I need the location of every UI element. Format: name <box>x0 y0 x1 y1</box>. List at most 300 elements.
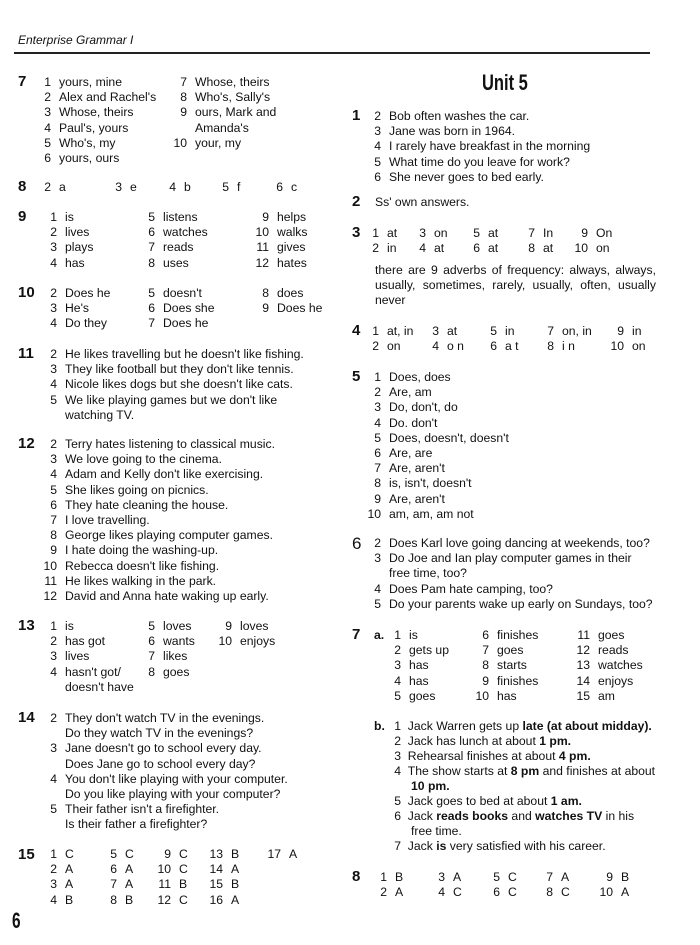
item-number: 2 <box>374 536 381 550</box>
list-item <box>463 241 498 256</box>
item-number: 3 <box>394 749 401 763</box>
list-item <box>362 370 451 385</box>
item-text: C <box>125 847 134 861</box>
item-number: 11 <box>158 877 171 892</box>
list-item <box>34 498 228 513</box>
list-item <box>34 408 134 423</box>
item-text: in his <box>602 809 635 823</box>
list-item <box>132 256 189 271</box>
item-text: at <box>488 241 499 255</box>
item-number: 4 <box>419 241 426 255</box>
item-number: 1 <box>50 847 57 861</box>
item-number: 7 <box>528 226 535 240</box>
list-item <box>362 226 397 241</box>
item-number: 2 <box>374 385 381 400</box>
list-item <box>34 680 134 695</box>
list-item <box>246 256 307 271</box>
list-item <box>422 339 464 354</box>
list-item <box>170 75 270 90</box>
list-item <box>384 658 429 673</box>
item-text: lives <box>65 225 90 240</box>
item-number: 2 <box>50 711 57 725</box>
list-item <box>34 105 134 120</box>
item-text: A <box>289 847 298 861</box>
item-number: 8 <box>262 286 269 300</box>
exercise-number: 6 <box>352 534 362 553</box>
item-text: free time. <box>411 824 462 838</box>
list-item <box>94 877 133 892</box>
item-text: doesn't <box>163 286 202 300</box>
item-text: I rarely have breakfast in the morning <box>389 139 591 154</box>
item-number: 9 <box>164 847 171 861</box>
item-number: 7 <box>110 877 117 892</box>
list-item <box>200 862 239 877</box>
list-item <box>246 286 303 301</box>
item-number: 8 <box>546 885 553 899</box>
list-item <box>536 870 569 885</box>
item-text: Jack <box>407 809 437 823</box>
list-item <box>428 870 461 885</box>
item-bold-text: 1 pm. <box>539 734 572 748</box>
item-text: Does, does <box>389 370 451 384</box>
item-text: Nicole likes dogs but she doesn't like cats. <box>65 377 293 392</box>
item-text: He likes travelling but he doesn't like fishing. <box>65 347 304 361</box>
item-text: i n <box>562 339 575 353</box>
item-text: She likes going on picnics. <box>65 482 209 497</box>
item-text: B <box>65 892 74 907</box>
list-item <box>596 885 629 900</box>
item-text: in <box>632 324 642 338</box>
item-number: 6 <box>110 862 117 877</box>
list-item <box>34 256 85 271</box>
item-text: Their father isn't a firefighter. <box>65 802 220 817</box>
list-item <box>132 649 187 664</box>
item-text: b <box>184 180 191 194</box>
list-item <box>384 734 571 749</box>
list-item <box>472 643 523 658</box>
item-text: ours, Mark and <box>195 105 277 120</box>
item-text: goes <box>409 688 436 703</box>
item-number: 5 <box>374 430 381 445</box>
item-text: at <box>543 241 554 255</box>
item-text: B <box>395 870 404 884</box>
item-text: A <box>231 862 240 877</box>
item-text: loves <box>163 619 192 633</box>
list-item <box>170 121 249 136</box>
item-number: 5 <box>50 482 57 497</box>
item-text: Does he <box>163 316 209 331</box>
exercise-number: 5 <box>352 368 361 385</box>
item-number: 5 <box>110 847 117 861</box>
item-number: 4 <box>50 892 57 907</box>
item-number: 7 <box>148 316 155 331</box>
list-item <box>384 794 582 809</box>
item-text: f <box>237 180 241 194</box>
item-text: enjoys <box>598 673 634 688</box>
item-number: 10 <box>599 885 613 899</box>
exercise-number: 7 <box>18 73 27 90</box>
list-item <box>34 711 264 726</box>
unit5-exercise-7-a-label: a. <box>374 628 385 642</box>
list-item <box>34 210 74 225</box>
list-item <box>132 225 208 240</box>
list-item <box>34 817 207 832</box>
item-number: 5 <box>490 324 497 338</box>
item-number: 13 <box>576 658 590 673</box>
list-item <box>362 431 509 446</box>
item-number: 4 <box>50 664 57 679</box>
item-number: 3 <box>394 658 401 673</box>
item-text: They hate cleaning the house. <box>65 497 229 512</box>
item-number: 2 <box>50 862 57 877</box>
item-number: 6 <box>148 634 155 649</box>
item-number: 6 <box>44 151 51 165</box>
item-bold-text: 10 pm. <box>411 779 450 793</box>
item-number: 7 <box>50 513 57 527</box>
item-text: is <box>65 619 74 633</box>
item-text: I hate doing the washing-up. <box>65 543 219 558</box>
item-number: 12 <box>576 643 590 658</box>
item-text: helps <box>277 210 307 224</box>
item-text: Does, doesn't, doesn't <box>389 430 509 445</box>
list-item <box>518 241 553 256</box>
exercise-number: 10 <box>18 284 35 301</box>
item-number: 5 <box>374 154 381 169</box>
unit5-exercise-7-b-label: b. <box>374 719 385 733</box>
item-text: goes <box>497 643 524 658</box>
item-text: a t <box>505 339 519 353</box>
list-item <box>34 772 288 787</box>
item-text: at <box>387 226 398 240</box>
item-number: 5 <box>473 226 480 240</box>
list-item <box>480 339 519 354</box>
list-item <box>362 385 432 400</box>
item-text: at, in <box>387 324 414 338</box>
item-text: in <box>505 324 515 338</box>
item-text: has <box>409 658 429 673</box>
list-item <box>34 543 218 558</box>
item-number: 8 <box>528 241 535 255</box>
item-text: doesn't have <box>65 679 134 694</box>
item-number: 4 <box>374 581 381 596</box>
item-text: C <box>508 885 517 899</box>
item-text: David and Anna hate waking up early. <box>65 589 269 603</box>
item-text: does <box>277 286 304 300</box>
item-text: Adam and Kelly don't like exercising. <box>65 467 264 482</box>
list-item <box>34 377 293 392</box>
list-item <box>170 90 270 105</box>
item-text: C <box>179 847 188 861</box>
item-number: 6 <box>374 446 381 460</box>
list-item <box>362 139 590 154</box>
item-text: Bob often washes the car. <box>389 109 530 123</box>
item-number: 3 <box>50 741 57 756</box>
item-text: Do you like playing with your computer? <box>65 787 281 801</box>
item-text: A <box>65 862 74 877</box>
item-text: Rebecca doesn't like fishing. <box>65 558 220 573</box>
list-item <box>94 862 133 877</box>
list-item <box>570 674 633 689</box>
list-item <box>384 689 435 704</box>
item-number: 4 <box>169 180 176 194</box>
list-item <box>472 689 517 704</box>
item-text: You don't like playing with your computer. <box>65 771 288 786</box>
item-number: 14 <box>576 673 590 688</box>
list-item <box>34 121 128 136</box>
list-item <box>537 339 575 354</box>
item-text: C <box>561 885 570 899</box>
item-number: 8 <box>374 476 381 491</box>
item-text: walks <box>277 225 308 240</box>
list-item <box>428 885 462 900</box>
item-number: 8 <box>148 664 155 679</box>
exercise-number: 8 <box>18 178 27 195</box>
list-item <box>607 324 642 339</box>
item-text: He likes walking in the park. <box>65 573 217 588</box>
list-item <box>246 301 322 316</box>
item-number: 1 <box>394 628 401 642</box>
list-item <box>94 893 133 908</box>
item-text: Paul's, yours <box>59 120 129 135</box>
item-text: Are, am <box>389 385 432 400</box>
item-text: Do, don't, do <box>389 400 458 415</box>
list-item <box>208 634 275 649</box>
item-text: Alex and Rachel's <box>59 90 157 105</box>
item-text: likes <box>163 649 188 664</box>
item-text: A <box>231 892 240 907</box>
item-text: on <box>632 339 646 353</box>
item-number: 6 <box>490 339 497 353</box>
item-number: 1 <box>394 719 401 733</box>
list-item <box>34 574 216 589</box>
item-number: 5 <box>148 286 155 300</box>
item-number: 9 <box>581 226 588 240</box>
item-number: 2 <box>50 347 57 361</box>
item-text: on <box>434 226 448 240</box>
item-number: 5 <box>394 794 401 808</box>
unit5-exercise-3-note: there are 9 adverbs of frequency: always, always, usually, sometimes, rarely, usually, often, usually never <box>375 263 656 307</box>
item-number: 9 <box>606 870 613 884</box>
item-text: yours, mine <box>59 75 122 89</box>
item-text: Whose, theirs <box>195 75 270 89</box>
item-number: 9 <box>374 491 381 506</box>
item-number: 4 <box>50 316 57 331</box>
item-number: 7 <box>547 324 554 338</box>
item-text: am, am, am not <box>389 506 474 521</box>
item-text: your, my <box>195 135 242 150</box>
list-item <box>409 226 448 241</box>
item-text: A <box>453 870 462 884</box>
item-number: 3 <box>50 877 57 892</box>
item-text: B <box>231 877 240 892</box>
exercise-number: 14 <box>18 709 35 726</box>
item-text: Rehearsal finishes at about <box>407 749 559 763</box>
item-number: 3 <box>374 400 381 415</box>
item-number: 10 <box>475 688 489 703</box>
item-text: is <box>65 210 74 224</box>
list-item <box>34 877 73 892</box>
item-number: 17 <box>267 847 281 861</box>
list-item <box>246 240 305 255</box>
item-text: We love going to the cinema. <box>65 452 222 467</box>
item-text: Are, are <box>389 446 433 460</box>
list-item <box>483 870 517 885</box>
item-number: 7 <box>394 839 401 853</box>
item-text: C <box>508 870 517 884</box>
list-item <box>362 492 445 507</box>
item-number: 5 <box>148 619 155 633</box>
item-text: Amanda's <box>195 120 249 135</box>
item-number: 2 <box>44 180 51 194</box>
item-number: 9 <box>482 673 489 688</box>
list-item <box>362 124 515 139</box>
item-number: 4 <box>50 377 57 392</box>
list-item <box>132 665 189 680</box>
exercise-number: 7 <box>352 626 361 643</box>
item-text: starts <box>497 658 527 673</box>
list-item <box>480 324 515 339</box>
item-number: 6 <box>374 169 381 184</box>
item-text: Jack <box>407 839 437 853</box>
item-number: 6 <box>276 180 283 194</box>
exercise-number: 15 <box>18 846 35 863</box>
list-item <box>105 180 137 195</box>
list-item <box>94 847 134 862</box>
item-number: 5 <box>222 180 229 194</box>
exercise-number: 11 <box>18 345 34 362</box>
item-text: Do Joe and Ian play computer games in their <box>389 551 632 566</box>
item-text: Does he <box>65 286 111 300</box>
list-item <box>362 109 529 124</box>
item-text: and finishes at about <box>539 764 656 778</box>
list-item <box>571 241 610 256</box>
item-bold-text: 4 pm. <box>558 749 591 763</box>
item-text: has <box>65 255 85 270</box>
list-item <box>208 619 268 634</box>
list-item <box>34 452 222 467</box>
list-item-continuation <box>411 824 462 839</box>
list-item <box>34 316 107 331</box>
item-number: 3 <box>50 362 57 377</box>
item-number: 6 <box>473 241 480 255</box>
item-text: hates <box>277 255 307 270</box>
item-text: A <box>125 862 134 877</box>
item-text: watches <box>598 658 643 673</box>
list-item <box>518 226 553 241</box>
item-number: 8 <box>180 90 187 105</box>
item-text: Does Pam hate camping, too? <box>389 581 553 596</box>
item-text: They don't watch TV in the evenings. <box>65 711 265 725</box>
running-header: Enterprise Grammar I <box>18 33 134 47</box>
list-item <box>362 566 467 581</box>
exercise-number: 4 <box>352 322 361 339</box>
list-item <box>34 437 275 452</box>
item-number: 2 <box>394 734 401 748</box>
item-number: 4 <box>44 120 51 135</box>
item-number: 4 <box>432 339 439 353</box>
item-text: reads <box>598 643 629 658</box>
item-number: 7 <box>148 649 155 664</box>
item-number: 2 <box>394 643 401 658</box>
item-text: C <box>179 892 188 907</box>
item-text: Does he <box>277 301 323 316</box>
list-item <box>370 870 403 885</box>
item-number: 3 <box>374 124 381 139</box>
list-item <box>362 446 432 461</box>
list-item <box>472 674 538 689</box>
list-item-continuation <box>411 779 450 794</box>
list-item <box>132 210 198 225</box>
item-number: 2 <box>372 241 379 255</box>
list-item <box>34 225 89 240</box>
list-item <box>362 536 650 551</box>
list-item <box>34 559 219 574</box>
page-number: 6 <box>12 908 21 933</box>
item-number: 10 <box>367 506 381 521</box>
list-item <box>34 483 209 498</box>
list-item <box>34 286 110 301</box>
list-item <box>362 416 437 431</box>
list-item <box>132 286 202 301</box>
item-number: 10 <box>574 241 588 255</box>
item-number: 10 <box>157 862 171 877</box>
item-text: watches <box>163 225 208 240</box>
exercise-number: 8 <box>352 868 361 885</box>
item-text: o n <box>447 339 464 353</box>
list-item <box>159 180 191 195</box>
list-item <box>362 324 413 339</box>
item-number: 12 <box>157 892 171 907</box>
list-item <box>570 689 615 704</box>
item-text: B <box>125 892 134 907</box>
item-text: What time do you leave for work? <box>389 154 570 169</box>
item-text: Is their father a firefighter? <box>65 817 208 832</box>
list-item <box>34 862 73 877</box>
item-text: She never goes to bed early. <box>389 169 544 184</box>
item-bold-text: 8 pm <box>510 764 540 778</box>
list-item <box>34 347 304 362</box>
item-number: 6 <box>148 225 155 240</box>
item-text: uses <box>163 255 189 270</box>
list-item <box>384 749 591 764</box>
item-number: 2 <box>50 437 57 451</box>
item-number: 7 <box>482 643 489 658</box>
list-item <box>422 324 457 339</box>
item-number: 5 <box>50 802 57 817</box>
item-text: Are, aren't <box>389 491 445 506</box>
list-item <box>362 400 458 415</box>
item-text: finishes <box>497 673 539 688</box>
item-number: 10 <box>173 135 187 150</box>
item-number: 5 <box>493 870 500 884</box>
item-number: 3 <box>50 649 57 664</box>
item-number: 4 <box>374 139 381 154</box>
item-number: 9 <box>180 105 187 120</box>
item-text: The show starts at <box>407 764 511 778</box>
list-item <box>34 362 294 377</box>
item-text: lives <box>65 649 90 664</box>
item-bold-text: watches TV <box>535 809 603 823</box>
list-item <box>362 339 401 354</box>
list-item <box>362 597 653 612</box>
list-item <box>132 240 194 255</box>
list-item <box>483 885 517 900</box>
item-text: Do they watch TV in the evenings? <box>65 726 254 741</box>
list-item <box>34 90 156 105</box>
list-item <box>34 787 280 802</box>
list-item <box>34 151 119 166</box>
item-text: finishes <box>497 628 539 642</box>
